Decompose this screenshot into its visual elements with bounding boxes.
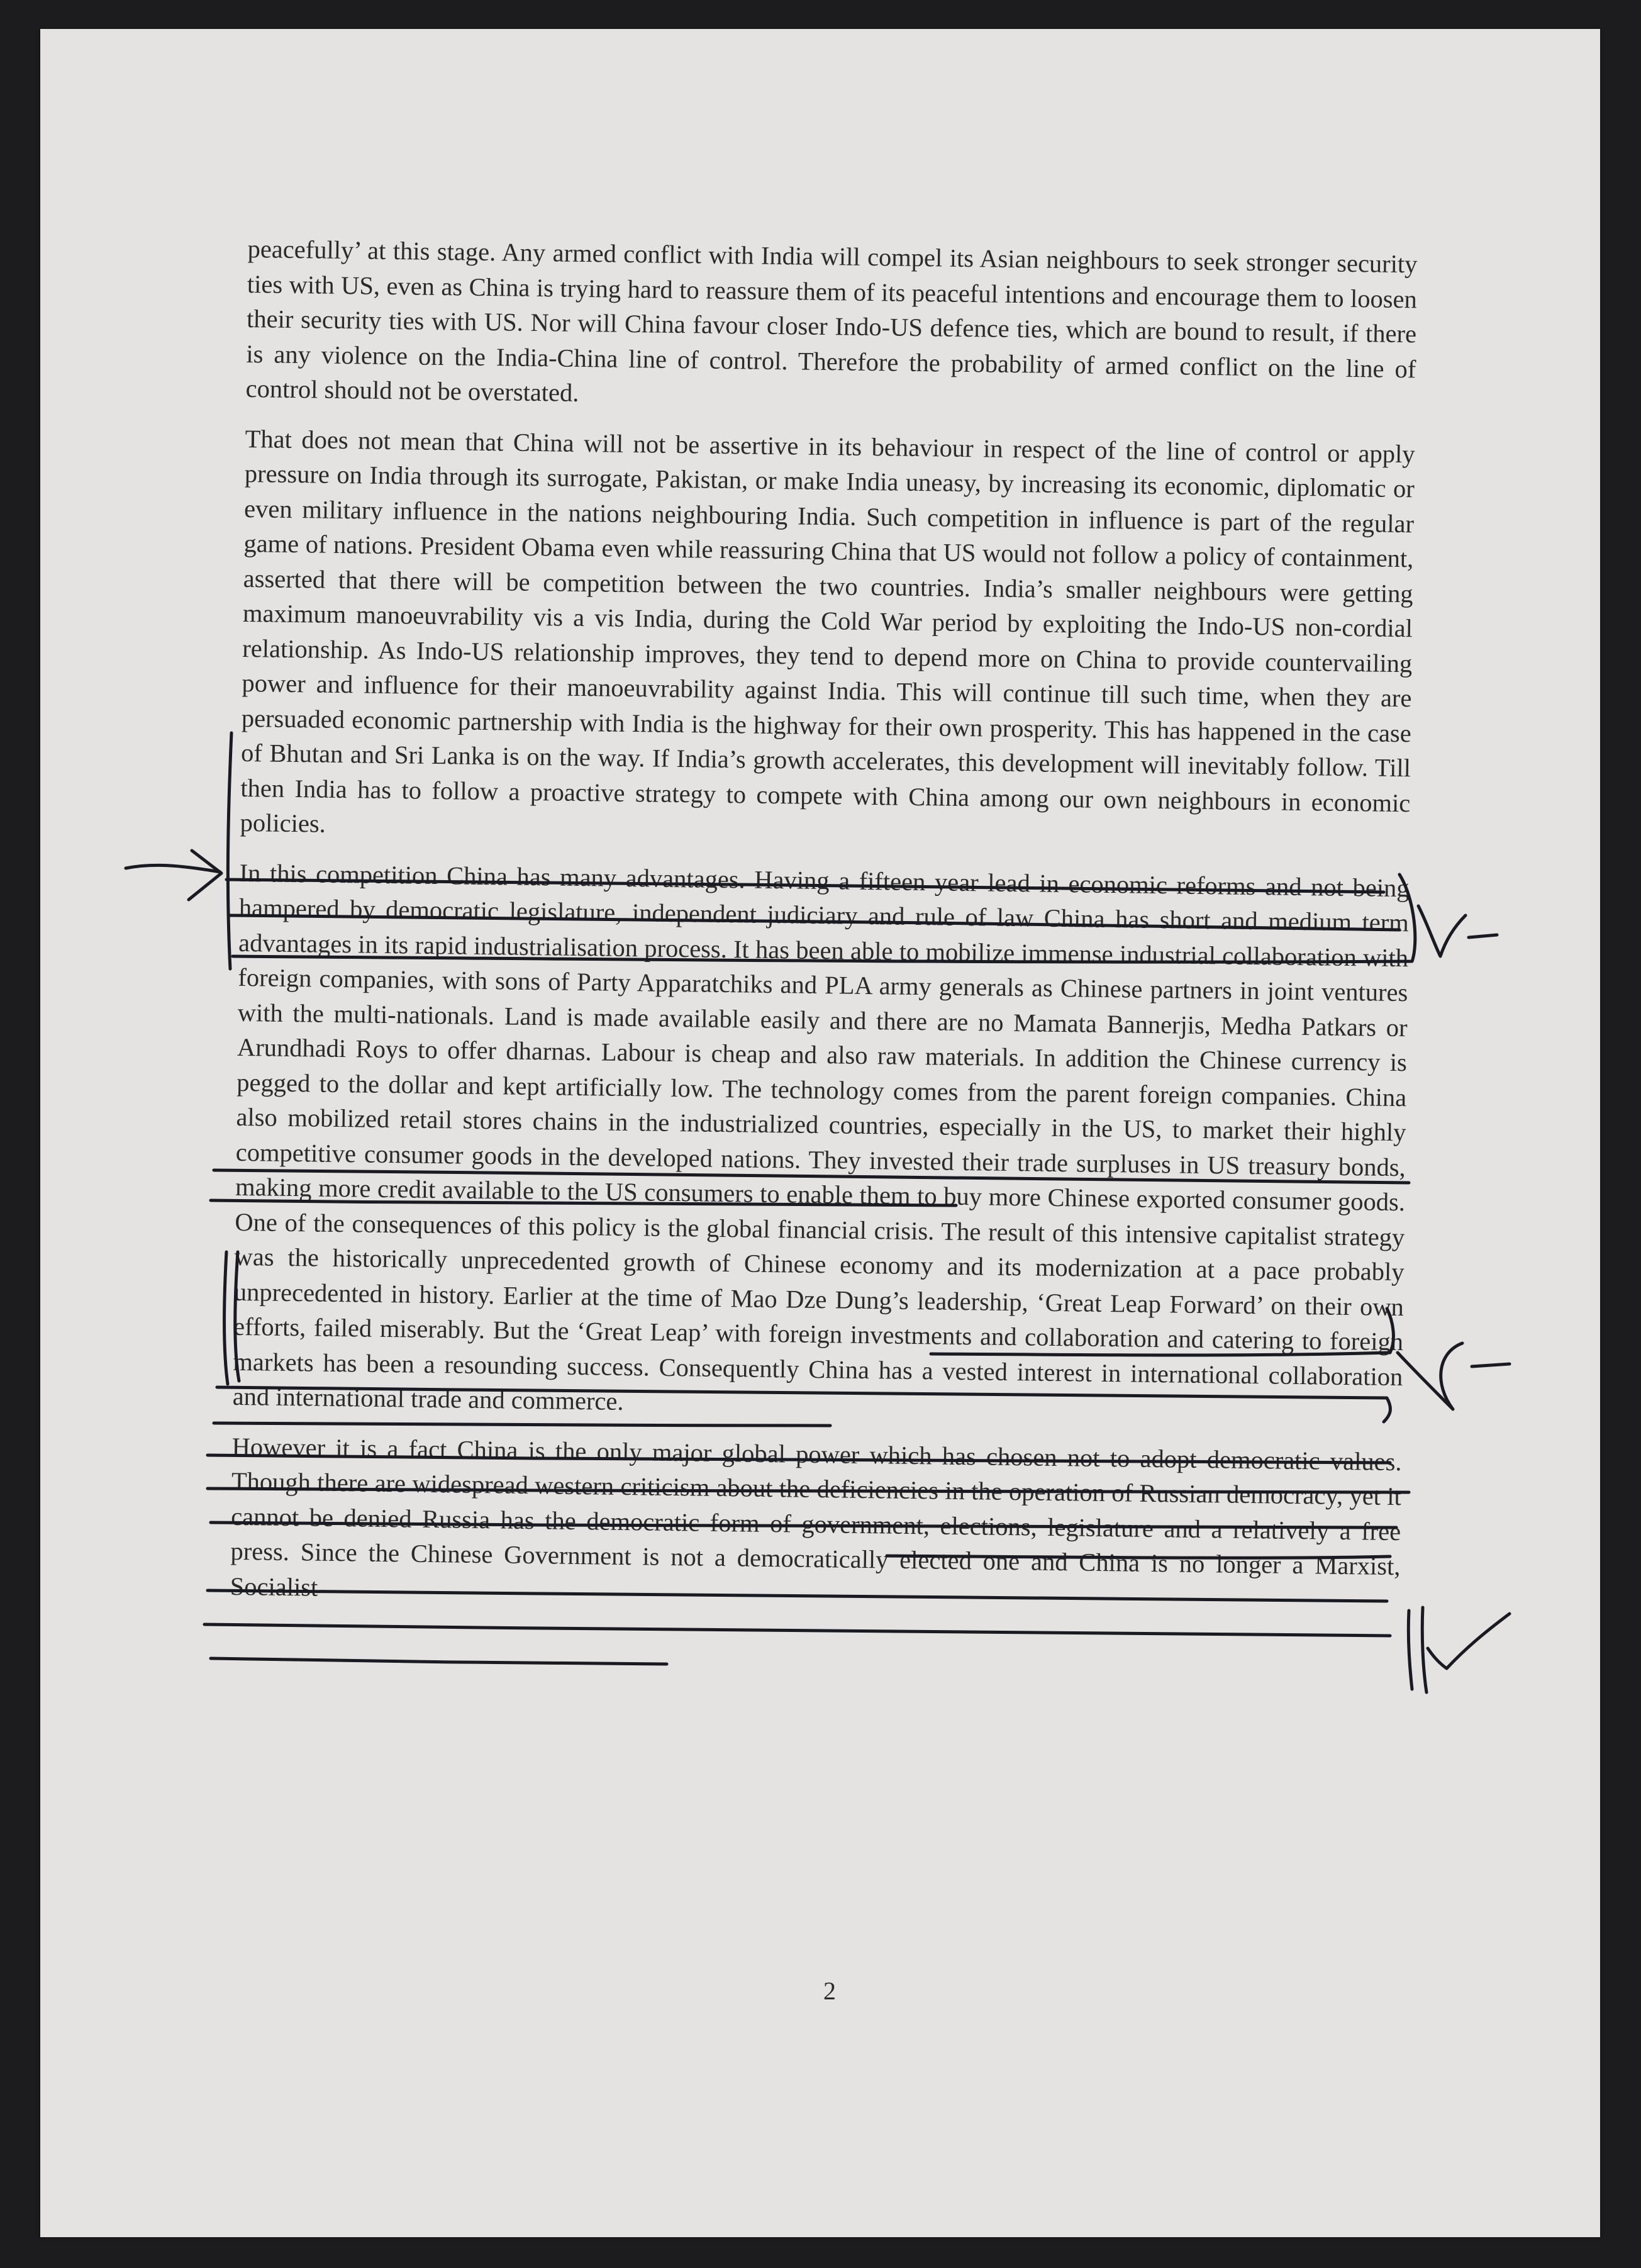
paragraph-2: That does not mean that China will not be assertive in its behaviour in respect of the line of control or apply pressure on India through its surrogate, Pakistan, or make India uneasy, by increasing its economic, diplomatic or even military influence in the nations neighbouring India. Such competition in influence is part of the regular game of nations. President Obama even while reassuring China that US would not follow a policy of containment, asserted that there will be competition between the two countries. India’s smaller neighbours were getting maximum manoeuvrability vis a vis India, during the Cold War period by exploiting the Indo-US non-cordial relationship. As Indo-US relationship improves, they tend to depend more on China to provide countervailing power and influence for their manoeuvrability against India. This will continue till such time, when they are persuaded economic partnership with India is the highway for their own prosperity. This has happened in the case of Bhutan and Sri Lanka is on the way. If India’s growth accelerates, this development will inevitably follow. Till then India has to follow a proactive strategy to compete with China among our own neighbours in economic policies. — [240, 424, 1415, 838]
paragraph-1: peacefully’ at this stage. Any armed conflict with India will compel its Asian neighbours to seek stronger security ties with US, even as China is trying hard to reassure them of its peaceful intentions and encourage them to loosen their security ties with US. Nor will China favour closer Indo-US defence ties, which are bound to result, if there is any violence on the India-China line of control. Therefore the probability of armed conflict on the line of control should not be overstated. — [245, 234, 1418, 407]
body-text — [230, 232, 1418, 1634]
paragraph-4: However it is a fact China is the only major global power which has chosen not to adopt democratic values. Though there are widespread western criticism about the deficiencies in the operation of Russian democracy, yet it cannot be denied Russia has the democratic form of government, elections, legislature and a relatively a free press. Since the Chinese Government is not a democratically elected one and China is no longer a Marxist, Socialist — [230, 1432, 1402, 1602]
document-page — [40, 29, 1600, 2237]
page-number: 2 — [823, 1977, 836, 2005]
paragraph-3: In this competition China has many advantages. Having a fifteen year lead in economic reforms and not being hampered by democratic legislature, independent judiciary and rule of law China has short and medium term advantages in its rapid industrialisation process. It has been able to mobilize immense industrial collaboration with foreign companies, with sons of Party Apparatchiks and PLA army generals as Chinese partners in joint ventures with the multi-nationals. Land is made available easily and there are no Mamata Bannerjis, Medha Patkars or Arundhadi Roys to offer dharnas. Labour is cheap and also raw materials. In addition the Chinese currency is pegged to the dollar and kept artificially low. The technology comes from the parent foreign companies. China also mobilized retail stores chains in the industrialized countries, especially in the US, to market their highly competitive consumer goods in the developed nations. They invested their trade surpluses in US treasury bonds, making more credit available to the US consumers to enable them to buy more Chinese exported consumer goods. One of the consequences of this policy is the global financial crisis. The result of this intensive capitalist strategy was the historically unprecedented growth of Chinese economy and its modernization at a pace probably unprecedented in history. Earlier at the time of Mao Dze Dung’s leadership, ‘Great Leap Forward’ on their own efforts, failed miserably. But the ‘Great Leap’ with foreign investments and collaboration and catering to foreign markets has been a resounding success. Consequently China has a vested interest in international collaboration and international trade and commerce. — [232, 858, 1410, 1416]
